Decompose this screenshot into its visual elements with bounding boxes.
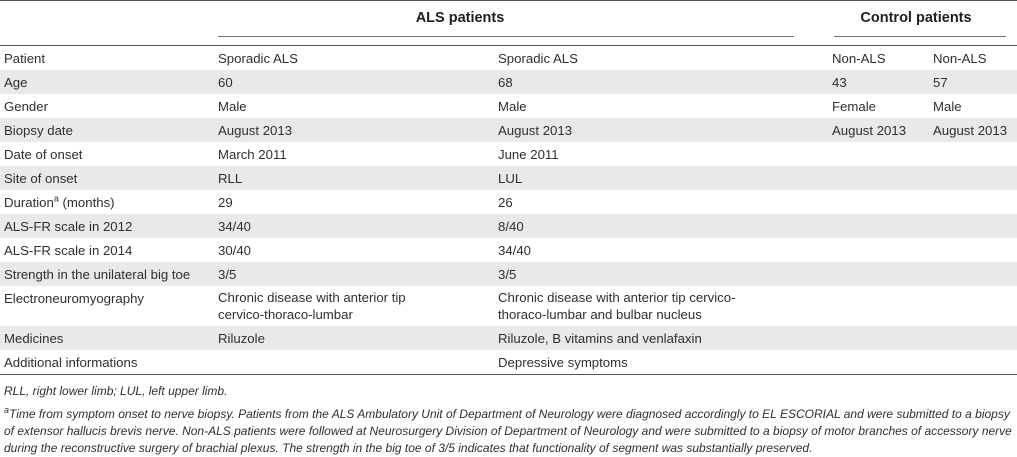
als-group-underline [218, 36, 794, 37]
table-row [0, 46, 1017, 70]
abbreviations-note: RLL, right lower limb; LUL, left upper limb. [4, 384, 228, 398]
als-patient-1-cell: 30/40 [218, 243, 252, 258]
als-patient-2-cell: Depressive symptoms [498, 355, 628, 370]
row-label: Site of onset [0, 166, 214, 190]
als-patient-2-cell: Sporadic ALS [498, 51, 578, 66]
table-row [0, 190, 1017, 214]
control-patient-1-cell: Female [832, 99, 876, 114]
footnote-marker: a [4, 405, 10, 415]
als-patient-1-cell: Sporadic ALS [218, 51, 298, 66]
als-patient-2-cell: 26 [498, 195, 513, 210]
control-patient-1-cell [828, 238, 929, 262]
als-patient-1-cell [214, 350, 494, 374]
als-patient-1-cell: 29 [218, 195, 233, 210]
table-footnotes [4, 383, 1012, 457]
patient-table [0, 46, 1017, 374]
table-row [0, 350, 1017, 374]
als-patient-2-cell: LUL [494, 166, 828, 190]
row-label: Additional informations [4, 355, 138, 370]
top-rule [0, 0, 1017, 1]
control-patient-2-cell [929, 350, 1017, 374]
control-group-underline [834, 36, 1006, 37]
row-label: Date of onset [4, 147, 83, 162]
als-patient-2-cell: Male [498, 99, 527, 114]
als-patient-2-cell: 8/40 [494, 214, 828, 238]
als-patient-2-cell: August 2013 [494, 118, 828, 142]
control-patient-2-cell [929, 166, 1017, 190]
bottom-rule [0, 374, 1017, 375]
row-label: Age [0, 70, 214, 94]
table-row [0, 214, 1017, 238]
als-patient-1-cell: August 2013 [214, 118, 494, 142]
control-patient-1-cell: 43 [828, 70, 929, 94]
control-patient-2-cell [929, 326, 1017, 350]
table-row [0, 326, 1017, 350]
control-patient-1-cell [828, 190, 929, 214]
control-patient-2-cell [929, 262, 1017, 286]
table-row [0, 94, 1017, 118]
table-row [0, 166, 1017, 190]
table-row [0, 238, 1017, 262]
control-patient-2-cell [929, 238, 1017, 262]
als-patient-1-cell: March 2011 [218, 147, 287, 162]
als-group-header: ALS patients [415, 10, 505, 26]
footnote-marker: a [53, 193, 59, 204]
als-patient-2-cell: 34/40 [498, 243, 532, 258]
row-label: ALS-FR scale in 2014 [4, 243, 133, 258]
row-label [0, 190, 214, 214]
control-patient-1-cell: August 2013 [828, 118, 929, 142]
control-patient-1-cell [828, 142, 929, 166]
als-patient-2-cell: 3/5 [494, 262, 828, 286]
control-group-header: Control patients [860, 10, 972, 26]
control-patient-2-cell [929, 190, 1017, 214]
row-label: Patient [4, 51, 46, 66]
control-patient-2-cell [929, 214, 1017, 238]
control-patient-1-cell [828, 286, 929, 326]
als-patient-1-cell: 3/5 [214, 262, 494, 286]
control-patient-1-cell [828, 214, 929, 238]
control-patient-2-cell: 57 [929, 70, 1017, 94]
control-patient-2-cell: August 2013 [929, 118, 1017, 142]
row-label-suffix: (months) [58, 195, 115, 210]
control-patient-1-cell: Non-ALS [832, 51, 886, 66]
als-patient-2-cell: 68 [494, 70, 828, 94]
control-patient-2-cell: Male [933, 99, 962, 114]
table-row [0, 262, 1017, 286]
table-row [0, 142, 1017, 166]
als-patient-1-cell: 34/40 [214, 214, 494, 238]
control-patient-1-cell [828, 262, 929, 286]
row-label: Strength in the unilateral big toe [0, 262, 214, 286]
footnote-a-text: Time from symptom onset to nerve biopsy. Patients from the ALS Ambulatory Unit of Department of Neurology were diagnosed accordingly to EL ESCORIAL and were submitted to a biopsy of extensor hallucis brevis nerve. Non-ALS patients were followed at Neurosurgery Division of Department of Neurology and were submitted to a biopsy of motor branches of accessory nerve during the reconstructive surgery of brachial plexus. The strength in the big toe of 3/5 indicates that functionality of segment was substantially preserved. [4, 407, 1012, 455]
als-patient-1-cell: Chronic disease with anterior tip cervico-thoraco-lumbar [218, 290, 406, 322]
control-patient-1-cell [828, 326, 929, 350]
row-label-text: Duration [4, 195, 54, 210]
als-patient-2-cell: June 2011 [498, 147, 559, 162]
als-patient-2-cell: Riluzole, B vitamins and venlafaxin [494, 326, 828, 350]
control-patient-1-cell [828, 350, 929, 374]
row-label: Electroneuromyography [4, 291, 145, 306]
table-row [0, 70, 1017, 94]
control-patient-2-cell [929, 142, 1017, 166]
als-patient-1-cell: Riluzole [214, 326, 494, 350]
control-patient-2-cell [929, 286, 1017, 326]
table-row [0, 118, 1017, 142]
control-patient-1-cell [828, 166, 929, 190]
table-row [0, 286, 1017, 326]
als-patient-2-cell: Chronic disease with anterior tip cervico-thoraco-lumbar and bulbar nucleus [498, 290, 736, 322]
row-label: Biopsy date [0, 118, 214, 142]
als-patient-1-cell: RLL [214, 166, 494, 190]
row-label: ALS-FR scale in 2012 [0, 214, 214, 238]
row-label: Medicines [0, 326, 214, 350]
als-patient-1-cell: Male [218, 99, 247, 114]
footnote-a [4, 406, 1012, 457]
als-patient-1-cell: 60 [214, 70, 494, 94]
control-patient-2-cell: Non-ALS [933, 51, 987, 66]
row-label: Gender [4, 99, 48, 114]
